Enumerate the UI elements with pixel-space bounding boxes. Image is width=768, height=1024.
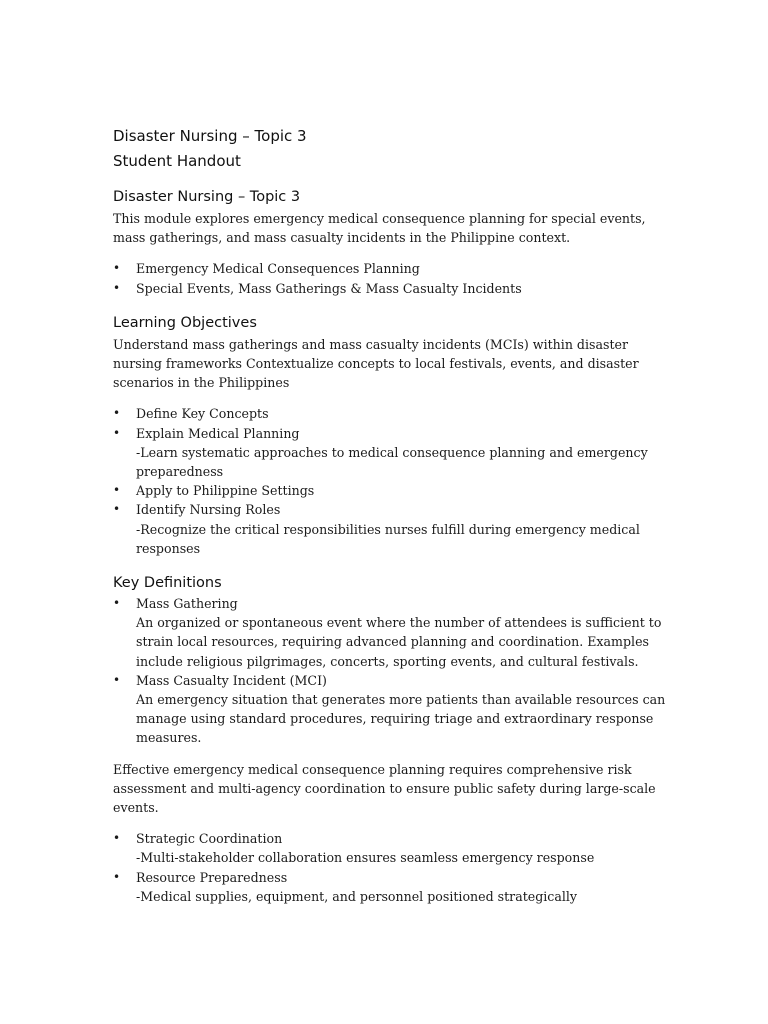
list-item: • Strategic Coordination -Multi-stakeholder collaboration ensures seamless emergency response <box>113 829 673 867</box>
document-page <box>113 124 673 906</box>
bullet-icon: • <box>113 261 121 276</box>
document-title: Disaster Nursing – Topic 3 <box>113 127 307 145</box>
list-item: • Define Key Concepts <box>113 404 673 423</box>
list-item: • Emergency Medical Consequences Planning <box>113 259 673 278</box>
definitions-section <box>113 572 673 906</box>
list-item: • Resource Preparedness -Medical supplies, equipment, and personnel positioned strategically <box>113 868 673 906</box>
list-item: • Explain Medical Planning -Learn systematic approaches to medical consequence planning and emergency preparedness <box>113 424 673 482</box>
list-item: • Special Events, Mass Gatherings & Mass Casualty Incidents <box>113 279 673 298</box>
intro-list <box>113 259 673 297</box>
list-item: • Identify Nursing Roles -Recognize the critical responsibilities nurses fulfill during emergency medical responses <box>113 500 673 558</box>
bullet-icon: • <box>113 406 121 421</box>
definition-text: An emergency situation that generates more patients than available resources can manage using standard procedures, requiring triage and extraordinary response measures. <box>136 692 666 746</box>
list-item <box>113 671 673 748</box>
list-item: • Apply to Philippine Settings <box>113 481 673 500</box>
bullet-icon: • <box>113 502 121 517</box>
intro-heading: Disaster Nursing – Topic 3 <box>113 189 301 205</box>
objectives-list <box>113 404 673 558</box>
list-item-detail: -Multi-stakeholder collaboration ensures seamless emergency response <box>136 850 595 866</box>
definition-term: Mass Casualty Incident (MCI) <box>136 672 327 688</box>
bullet-icon: • <box>113 831 121 846</box>
bullet-icon: • <box>113 280 121 295</box>
bullet-icon: • <box>113 596 121 611</box>
objectives-heading: Learning Objectives <box>113 314 257 331</box>
bullet-icon: • <box>113 483 121 498</box>
list-item-detail: -Recognize the critical responsibilities nurses fulfill during emergency medical responses <box>136 521 640 556</box>
list-item-detail: -Medical supplies, equipment, and personnel positioned strategically <box>136 888 578 904</box>
document-subtitle: Student Handout <box>113 152 241 170</box>
definitions-list <box>113 594 673 748</box>
definition-term: Mass Gathering <box>136 596 238 612</box>
closing-paragraph: Effective emergency medical consequence planning requires comprehensive risk assessment and multi-agency coordination to ensure public safety during large-scale events. <box>113 761 656 816</box>
list-item <box>113 594 673 671</box>
definition-text: An organized or spontaneous event where the number of attendees is sufficient to strain local resources, requiring advanced planning and coordination. Examples include religious pilgrimages, concerts, sporting events, and cultural festivals. <box>136 615 662 669</box>
document-title-block <box>113 124 673 174</box>
list-item-detail: -Learn systematic approaches to medical consequence planning and emergency preparedness <box>136 444 648 480</box>
definitions-heading: Key Definitions <box>113 575 222 592</box>
bullet-icon: • <box>113 425 121 440</box>
bullet-icon: • <box>113 672 121 687</box>
bullet-icon: • <box>113 869 121 884</box>
intro-section <box>113 186 673 298</box>
objectives-section <box>113 312 673 558</box>
closing-list <box>113 829 673 906</box>
intro-paragraph: This module explores emergency medical consequence planning for special events, mass gatherings, and mass casualty incidents in the Philippine context. <box>113 211 646 246</box>
objectives-paragraph: Understand mass gatherings and mass casualty incidents (MCIs) within disaster nursing frameworks Contextualize concepts to local festivals, events, and disaster scenarios in the Philippines <box>113 336 639 391</box>
